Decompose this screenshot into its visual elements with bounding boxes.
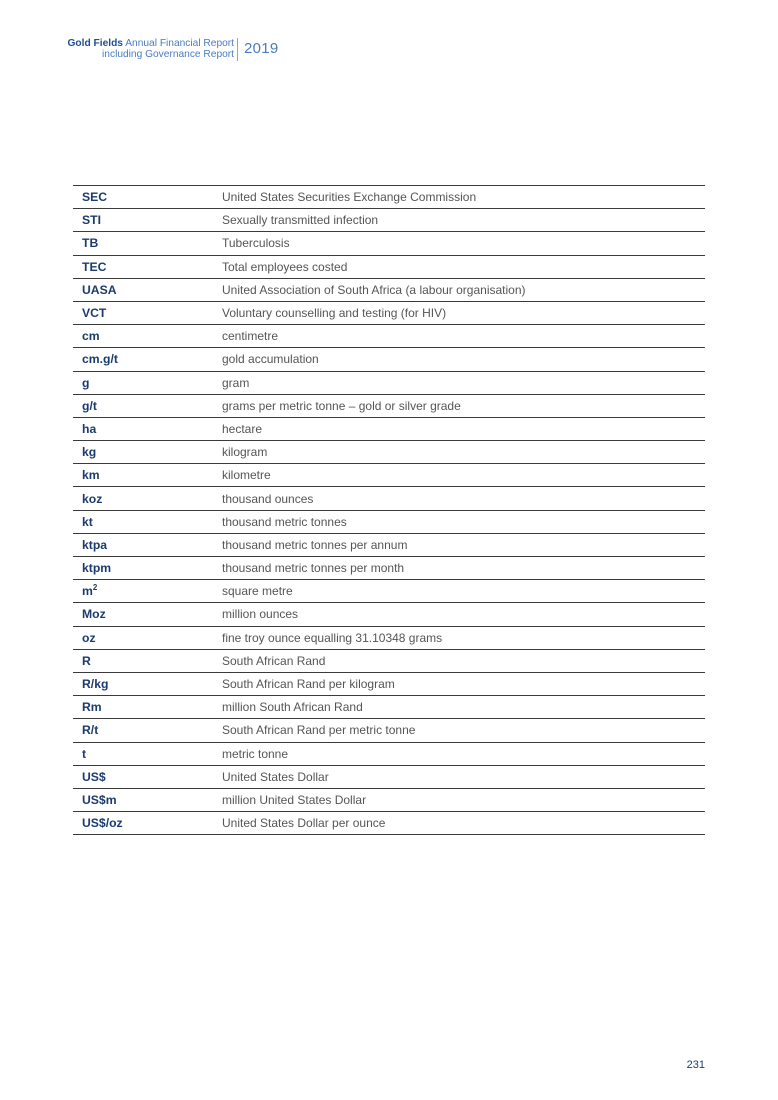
header-title-line1: Annual Financial Report: [125, 38, 234, 49]
glossary-term: [73, 329, 222, 343]
glossary-term: [73, 654, 222, 668]
glossary-row: [73, 418, 705, 441]
header-title-block: [68, 38, 235, 60]
glossary-definition: grams per metric tonne – gold or silver grade: [222, 398, 461, 413]
glossary-definition: million South African Rand: [222, 700, 363, 715]
glossary-term-text: STI: [82, 213, 101, 228]
glossary-term: [73, 631, 222, 645]
glossary-term-text: Rm: [82, 700, 102, 715]
glossary-term-text: t: [82, 746, 87, 761]
glossary-definition: Sexually transmitted infection: [222, 213, 379, 228]
glossary-definition: Total employees costed: [222, 259, 348, 274]
glossary-row: [73, 302, 705, 325]
glossary-term: [73, 236, 222, 250]
glossary-term: [73, 607, 222, 621]
glossary-term: [73, 352, 222, 366]
glossary-row: [73, 279, 705, 302]
glossary-definition: metric tonne: [222, 746, 289, 761]
glossary-term-text: VCT: [82, 306, 107, 321]
glossary-term: [73, 492, 222, 506]
glossary-term-text: g: [82, 375, 90, 390]
glossary-row: [73, 325, 705, 348]
glossary-definition: gold accumulation: [222, 352, 319, 367]
glossary-row: [73, 256, 705, 279]
glossary-definition: square metre: [222, 584, 293, 599]
glossary-term-text: R/kg: [82, 677, 109, 692]
glossary-definition: Voluntary counselling and testing (for HIV): [222, 306, 447, 321]
glossary-table: [73, 185, 705, 835]
glossary-term-text: TEC: [82, 259, 107, 274]
glossary-term-text: R/t: [82, 723, 99, 738]
glossary-row: [73, 650, 705, 673]
glossary-definition: fine troy ounce equalling 31.10348 grams: [222, 630, 443, 645]
glossary-definition: thousand metric tonnes: [222, 514, 347, 529]
glossary-definition: kilometre: [222, 468, 271, 483]
header-brand: Gold Fields: [67, 38, 123, 49]
glossary-row: [73, 186, 705, 209]
glossary-row: [73, 232, 705, 255]
glossary-row: [73, 603, 705, 626]
glossary-row: [73, 534, 705, 557]
glossary-term: [73, 538, 222, 552]
glossary-term-superscript: 2: [92, 583, 98, 593]
glossary-definition: Tuberculosis: [222, 236, 290, 251]
glossary-row: [73, 719, 705, 742]
glossary-term: [73, 190, 222, 204]
glossary-row: [73, 441, 705, 464]
glossary-definition: thousand ounces: [222, 491, 314, 506]
glossary-term: [73, 793, 222, 807]
glossary-term-text: g/t: [82, 398, 97, 413]
glossary-term: [73, 306, 222, 320]
glossary-term-text: ktpa: [82, 537, 108, 552]
glossary-term-text: R: [82, 653, 91, 668]
glossary-term: [73, 213, 222, 227]
glossary-definition: thousand metric tonnes per annum: [222, 537, 408, 552]
glossary-row: [73, 812, 705, 835]
glossary-definition: United States Securities Exchange Commission: [222, 190, 477, 205]
glossary-row: [73, 487, 705, 510]
glossary-row: [73, 696, 705, 719]
glossary-term-text: cm.g/t: [82, 352, 118, 367]
glossary-term: [73, 561, 222, 575]
glossary-term-text: kt: [82, 514, 93, 529]
glossary-row: [73, 464, 705, 487]
glossary-definition: South African Rand: [222, 653, 326, 668]
glossary-term-text: km: [82, 468, 100, 483]
page-number: 231: [686, 1059, 705, 1071]
glossary-term: [73, 515, 222, 529]
glossary-row: [73, 511, 705, 534]
glossary-definition: United Association of South Africa (a labour organisation): [222, 282, 526, 297]
glossary-term-text: cm: [82, 329, 100, 344]
glossary-term: [73, 723, 222, 737]
glossary-term: [73, 422, 222, 436]
glossary-row: [73, 372, 705, 395]
glossary-term-text: kg: [82, 445, 97, 460]
glossary-term-text: m: [82, 584, 93, 599]
glossary-term-text: UASA: [82, 282, 117, 297]
glossary-term-text: US$/oz: [82, 816, 123, 831]
glossary-definition: hectare: [222, 421, 263, 436]
glossary-row: [73, 209, 705, 232]
glossary-row: [73, 766, 705, 789]
glossary-row: [73, 627, 705, 650]
glossary-definition: kilogram: [222, 445, 268, 460]
glossary-definition: gram: [222, 375, 250, 390]
glossary-term: [73, 816, 222, 830]
glossary-term: [73, 445, 222, 459]
glossary-term-text: TB: [82, 236, 99, 251]
glossary-term-text: Moz: [82, 607, 106, 622]
glossary-term-text: US$: [82, 769, 106, 784]
glossary-term: [73, 770, 222, 784]
glossary-term: [73, 584, 222, 598]
glossary-row: [73, 580, 705, 603]
header-year: 2019: [244, 40, 279, 57]
glossary-term-text: koz: [82, 491, 103, 506]
glossary-term: [73, 399, 222, 413]
glossary-term-text: oz: [82, 630, 96, 645]
glossary-term: [73, 376, 222, 390]
glossary-term: [73, 700, 222, 714]
glossary-term-text: SEC: [82, 190, 108, 205]
glossary-definition: South African Rand per kilogram: [222, 677, 395, 692]
glossary-definition: United States Dollar per ounce: [222, 816, 386, 831]
glossary-term: [73, 747, 222, 761]
glossary-row: [73, 743, 705, 766]
glossary-definition: thousand metric tonnes per month: [222, 561, 405, 576]
report-header: [60, 38, 300, 64]
glossary-row: [73, 673, 705, 696]
glossary-term: [73, 260, 222, 274]
glossary-definition: million ounces: [222, 607, 299, 622]
glossary-term-text: US$m: [82, 792, 117, 807]
header-title-line2: including Governance Report: [102, 49, 234, 60]
glossary-term: [73, 677, 222, 691]
glossary-row: [73, 789, 705, 812]
glossary-term: [73, 468, 222, 482]
glossary-term-text: ha: [82, 421, 97, 436]
header-divider: [237, 38, 238, 61]
glossary-definition: million United States Dollar: [222, 792, 367, 807]
glossary-definition: centimetre: [222, 329, 279, 344]
glossary-definition: South African Rand per metric tonne: [222, 723, 416, 738]
glossary-definition: United States Dollar: [222, 769, 329, 784]
glossary-term: [73, 283, 222, 297]
glossary-row: [73, 557, 705, 580]
glossary-term-text: ktpm: [82, 561, 112, 576]
glossary-row: [73, 395, 705, 418]
glossary-row: [73, 348, 705, 371]
